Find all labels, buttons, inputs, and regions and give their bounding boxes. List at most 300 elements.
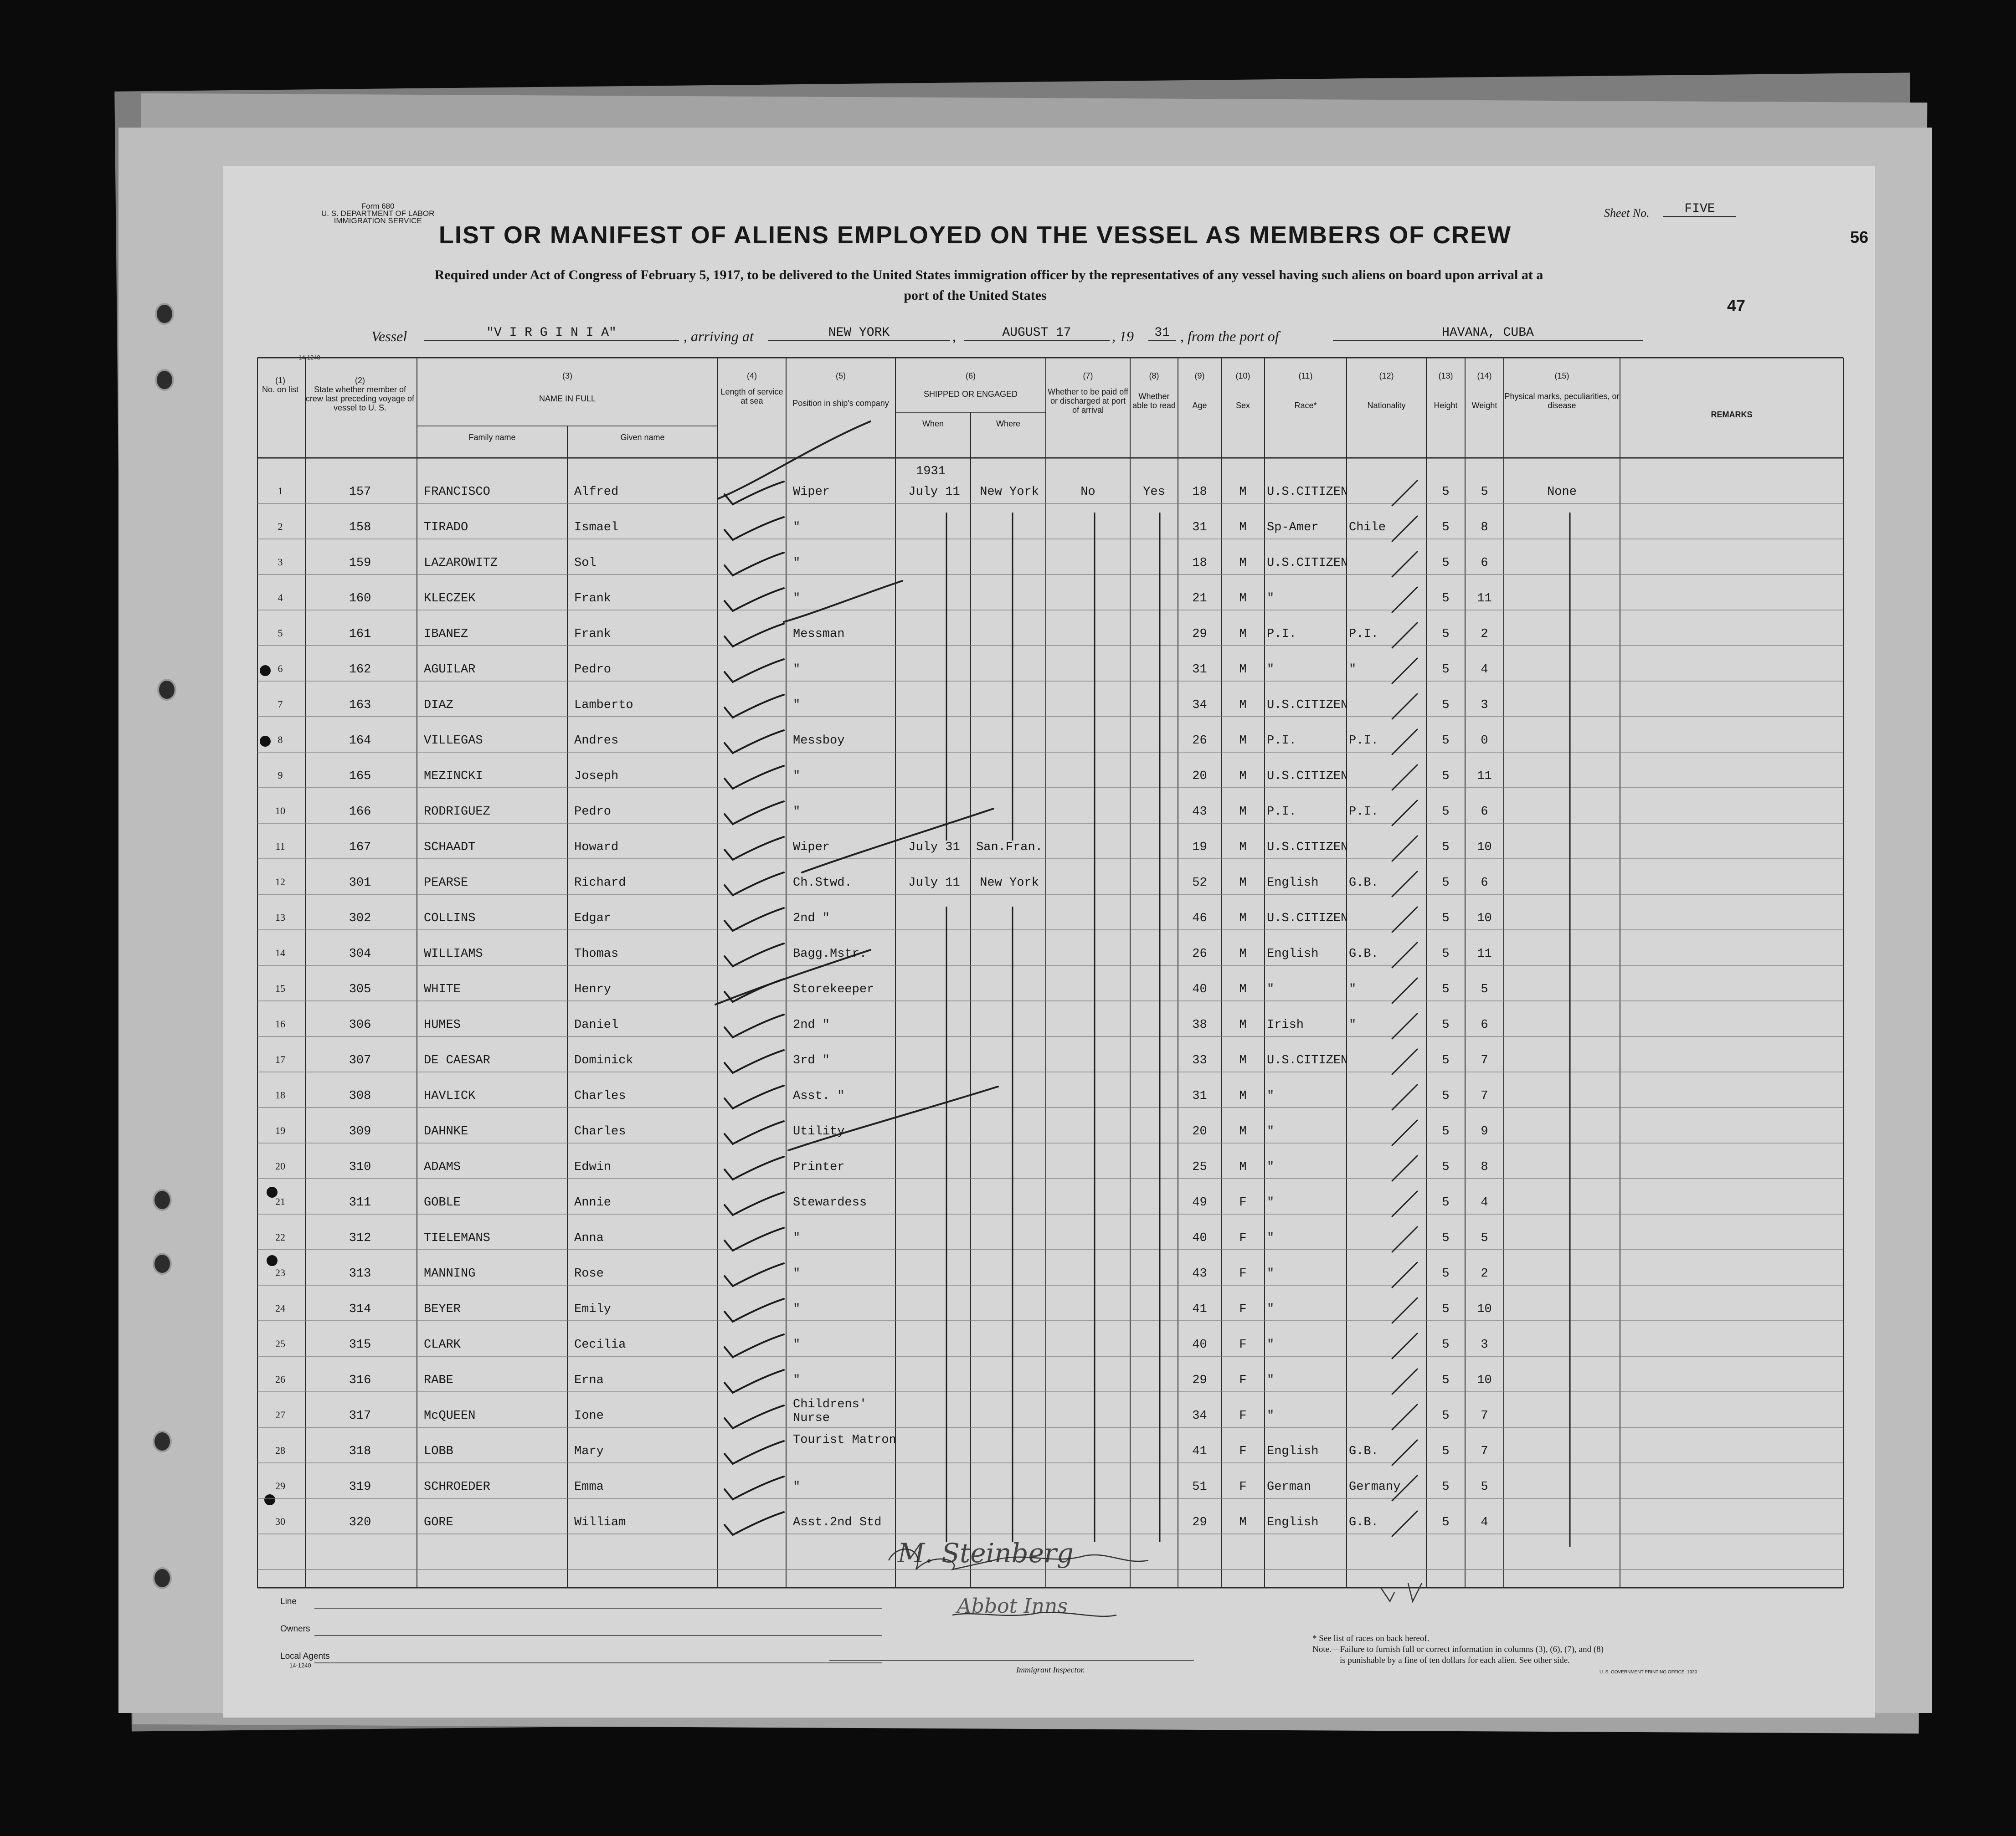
cell-no: 15 (275, 983, 285, 994)
cell-h: 5 (1442, 1231, 1450, 1245)
cell-w: 5 (1481, 485, 1488, 499)
nationality-slash (1392, 1298, 1417, 1323)
cell-pos: Wiper (793, 841, 830, 854)
cell-w: 10 (1477, 841, 1492, 854)
form-number: Form 680 (361, 202, 395, 210)
cell-prev: 318 (349, 1445, 371, 1458)
cell-no: 18 (275, 1089, 285, 1101)
cell-w: 11 (1477, 592, 1492, 605)
cell-family: MANNING (424, 1267, 476, 1281)
cell-race: U.S.CITIZEN (1267, 485, 1348, 499)
cell-no: 7 (278, 698, 283, 710)
cell-pos: Storekeeper (793, 983, 874, 996)
check-mark (725, 1299, 784, 1322)
cell-when: July 11 (908, 485, 960, 499)
cell-race: " (1267, 1303, 1275, 1316)
cell-prev: 313 (349, 1267, 371, 1281)
cell-family: RODRIGUEZ (424, 805, 490, 819)
cell-no: 28 (275, 1445, 285, 1456)
cell-age: 41 (1192, 1303, 1207, 1316)
cell-pos: Ch.Stwd. (793, 876, 852, 890)
footnote: * See list of races on back hereof. Note.—Failure to furnish full or correct information in columns (3), (6), (7), and (8) is punishable by a fine of ten dollars for each alien. See other side. (1312, 1634, 1604, 1665)
cell-h: 5 (1442, 1018, 1450, 1032)
cell-no: 10 (275, 805, 285, 816)
col-9-header: (9) Age (1192, 371, 1207, 410)
col-7-header: (7) Whether to be paid off or discharged at port of arrival (1048, 371, 1128, 415)
cell-given: Sol (574, 556, 597, 570)
cell-no: 22 (275, 1231, 285, 1243)
cell-no: 23 (275, 1267, 285, 1278)
cell-prev: 161 (349, 627, 371, 641)
cell-w: 9 (1481, 1125, 1488, 1139)
cell-no: 8 (278, 734, 283, 745)
cell-w: 6 (1481, 556, 1488, 570)
cell-pos: 2nd " (793, 912, 830, 925)
cell-age: 19 (1192, 841, 1207, 854)
check-mark (725, 1050, 784, 1073)
cell-sex: M (1239, 769, 1247, 783)
cell-no: 5 (278, 627, 283, 639)
cell-pos: " (793, 1480, 801, 1494)
col-15-header: (15) Physical marks, peculiarities, or disease (1504, 371, 1620, 410)
cell-given: Joseph (574, 769, 619, 783)
cell-given: Richard (574, 876, 626, 890)
cell-prev: 160 (349, 592, 371, 605)
cell-given: Howard (574, 841, 619, 854)
cell-given: Emma (574, 1480, 604, 1494)
cell-race: " (1267, 1338, 1275, 1352)
cell-family: LOBB (424, 1445, 453, 1458)
cell-no: 21 (275, 1196, 285, 1207)
cell-race: " (1267, 1231, 1275, 1245)
nationality-slash (1392, 1227, 1417, 1252)
cell-prev: 311 (349, 1196, 371, 1210)
cell-given: Daniel (574, 1018, 619, 1032)
cell-race: " (1267, 1196, 1275, 1210)
page-number-47: 47 (1727, 296, 1746, 315)
cell-h: 5 (1442, 983, 1450, 996)
cell-sex: M (1239, 627, 1247, 641)
cell-w: 3 (1481, 698, 1488, 712)
cell-age: 40 (1192, 1338, 1207, 1352)
cell-race: Irish (1267, 1018, 1304, 1032)
cell-family: RABE (424, 1374, 453, 1387)
cell-nat: " (1349, 1018, 1357, 1032)
cell-w: 7 (1481, 1409, 1488, 1423)
cell-h: 5 (1442, 663, 1450, 677)
cell-given: Pedro (574, 663, 612, 677)
departure-port: HAVANA, CUBA (1333, 326, 1643, 341)
cell-prev: 307 (349, 1054, 371, 1067)
second-signature: Abbot Inns (957, 1595, 1068, 1618)
cell-pos: " (793, 1231, 801, 1245)
cell-race: U.S.CITIZEN (1267, 912, 1348, 925)
cell-w: 7 (1481, 1054, 1488, 1067)
sheet-number: FIVE (1663, 202, 1736, 217)
cell-prev: 302 (349, 912, 371, 925)
cell-sex: F (1239, 1231, 1247, 1245)
cell-sex: M (1239, 876, 1247, 890)
check-mark (725, 517, 784, 540)
subtitle-line-2: port of the United States (904, 288, 1047, 303)
cell-prev: 165 (349, 769, 371, 783)
cell-prev: 305 (349, 983, 371, 996)
cell-race: Sp-Amer (1267, 521, 1319, 534)
nationality-slash (1392, 1049, 1417, 1074)
check-mark (725, 1370, 784, 1393)
cell-read: Yes (1143, 485, 1165, 499)
cell-sex: M (1239, 556, 1247, 570)
binder-hole (153, 1567, 172, 1589)
cell-given: Lamberto (574, 698, 633, 712)
cell-no: 17 (275, 1054, 285, 1065)
col-5-header: (5) Position in ship's company (792, 371, 889, 408)
cell-nat: Germany (1349, 1480, 1401, 1494)
cell-pos: Asst. " (793, 1089, 845, 1103)
cell-age: 40 (1192, 983, 1207, 996)
form-code: 14-1240 (298, 354, 320, 361)
cell-no: 20 (275, 1160, 285, 1172)
inspector-label: Immigrant Inspector. (1016, 1665, 1085, 1674)
cell-prev: 304 (349, 947, 371, 961)
cell-given: Frank (574, 627, 612, 641)
cell-h: 5 (1442, 1374, 1450, 1387)
cell-no: 19 (275, 1125, 285, 1136)
vessel-label: Vessel (371, 328, 407, 344)
cell-given: Thomas (574, 947, 619, 961)
cell-w: 5 (1481, 983, 1488, 996)
cell-w: 6 (1481, 805, 1488, 819)
cell-sex: M (1239, 485, 1247, 499)
cell-h: 5 (1442, 1409, 1450, 1423)
col-14-header: (14) Weight (1471, 371, 1497, 410)
cell-no: 1 (278, 485, 283, 497)
cell-given: Ismael (574, 521, 619, 534)
col-13-header: (13) Height (1434, 371, 1458, 410)
cell-prev: 159 (349, 556, 371, 570)
cell-w: 3 (1481, 1338, 1488, 1352)
nationality-slash (1392, 1405, 1417, 1430)
cell-family: CLARK (424, 1338, 461, 1352)
cell-w: 7 (1481, 1445, 1488, 1458)
cell-given: Dominick (574, 1054, 633, 1067)
cell-race: " (1267, 1267, 1275, 1281)
cell-prev: 316 (349, 1374, 371, 1387)
cell-nat: P.I. (1349, 805, 1378, 819)
cell-age: 20 (1192, 1125, 1207, 1139)
check-mark (725, 1192, 784, 1215)
cell-age: 52 (1192, 876, 1207, 890)
check-mark (725, 908, 784, 931)
arrival-port: NEW YORK (768, 326, 950, 341)
cell-given: William (574, 1516, 626, 1529)
cell-family: WHITE (424, 983, 461, 996)
cell-race: P.I. (1267, 805, 1296, 819)
cell-race: " (1267, 592, 1275, 605)
nationality-slash (1392, 694, 1417, 719)
cell-age: 26 (1192, 734, 1207, 748)
cell-h: 5 (1442, 1267, 1450, 1281)
cell-sex: M (1239, 1125, 1247, 1139)
cell-nat: G.B. (1349, 947, 1378, 961)
agents-code: 14-1240 (289, 1662, 311, 1669)
cell-h: 5 (1442, 876, 1450, 890)
cell-paid: No (1080, 485, 1095, 499)
cell-sex: M (1239, 698, 1247, 712)
cell-family: HUMES (424, 1018, 461, 1032)
cell-race: " (1267, 1409, 1275, 1423)
line-label: Line (280, 1597, 297, 1606)
cell-prev: 314 (349, 1303, 371, 1316)
vessel-name: "V I R G I N I A" (424, 326, 679, 341)
cell-h: 5 (1442, 1160, 1450, 1174)
check-mark (725, 1157, 784, 1180)
check-mark (725, 588, 784, 611)
cell-no: 6 (278, 663, 283, 674)
cell-prev: 317 (349, 1409, 371, 1423)
cell-sex: M (1239, 592, 1247, 605)
cell-age: 34 (1192, 1409, 1207, 1423)
cell-h: 5 (1442, 805, 1450, 819)
cell-age: 20 (1192, 769, 1207, 783)
cell-sex: M (1239, 1089, 1247, 1103)
cell-race: English (1267, 1516, 1319, 1529)
cell-given: Alfred (574, 485, 619, 499)
cell-pos: " (793, 1303, 801, 1316)
nationality-slash (1392, 481, 1417, 506)
cell-sex: M (1239, 983, 1247, 996)
cell-family: GOBLE (424, 1196, 461, 1210)
cell-no: 30 (275, 1516, 285, 1527)
cell-w: 6 (1481, 1018, 1488, 1032)
service-name: IMMIGRATION SERVICE (334, 216, 422, 225)
cell-given: Rose (574, 1267, 604, 1281)
cell-race: " (1267, 663, 1275, 677)
cell-race: English (1267, 1445, 1319, 1458)
check-mark (725, 1441, 784, 1464)
cell-sex: M (1239, 1054, 1247, 1067)
check-mark (725, 872, 784, 895)
cell-race: U.S.CITIZEN (1267, 769, 1348, 783)
cell-pos: Wiper (793, 485, 830, 499)
inspector-signature: M. Steinberg (898, 1538, 1074, 1569)
cell-race: English (1267, 947, 1319, 961)
cell-nat: G.B. (1349, 1445, 1378, 1458)
cell-prev: 306 (349, 1018, 371, 1032)
cell-age: 49 (1192, 1196, 1207, 1210)
cell-h: 5 (1442, 1089, 1450, 1103)
cell-age: 43 (1192, 1267, 1207, 1281)
cell-h: 5 (1442, 1125, 1450, 1139)
cell-pos: Messboy (793, 734, 845, 748)
nationality-slash (1392, 907, 1417, 932)
cell-nat: G.B. (1349, 1516, 1378, 1529)
nationality-slash (1392, 765, 1417, 790)
cell-sex: F (1239, 1445, 1247, 1458)
cell-marks: None (1547, 485, 1577, 499)
cell-sex: M (1239, 912, 1247, 925)
binder-hole (153, 1189, 172, 1211)
cell-sex: F (1239, 1338, 1247, 1352)
cell-pos: 2nd " (793, 1018, 830, 1032)
check-mark (725, 1334, 784, 1357)
cell-given: Andres (574, 734, 619, 748)
cell-w: 11 (1477, 947, 1492, 961)
cell-nat: " (1349, 983, 1357, 996)
cell-prev: 301 (349, 876, 371, 890)
cell-sex: M (1239, 734, 1247, 748)
cell-h: 5 (1442, 485, 1450, 499)
cell-no: 13 (275, 912, 285, 923)
cell-family: IBANEZ (424, 627, 468, 641)
cell-sex: F (1239, 1409, 1247, 1423)
cell-no: 12 (275, 876, 285, 887)
cell-w: 10 (1477, 1374, 1492, 1387)
cell-h: 5 (1442, 592, 1450, 605)
cell-given: Emily (574, 1303, 612, 1316)
cell-h: 5 (1442, 912, 1450, 925)
cell-nat: G.B. (1349, 876, 1378, 890)
cell-pos: Printer (793, 1160, 845, 1174)
cell-age: 31 (1192, 663, 1207, 677)
cell-no: 25 (275, 1338, 285, 1349)
cell-no: 3 (278, 556, 283, 568)
cell-age: 18 (1192, 485, 1207, 499)
cell-h: 5 (1442, 698, 1450, 712)
col-8-header: (8) Whether able to read (1132, 371, 1176, 410)
cell-when: July 31 (908, 841, 960, 854)
cell-no: 9 (278, 769, 283, 781)
check-mark (725, 1477, 784, 1499)
cell-pos: " (793, 592, 801, 605)
cell-h: 5 (1442, 769, 1450, 783)
cell-h: 5 (1442, 1338, 1450, 1352)
cell-w: 8 (1481, 521, 1488, 534)
cell-family: HAVLICK (424, 1089, 476, 1103)
check-mark (725, 1086, 784, 1108)
cell-nat: P.I. (1349, 734, 1378, 748)
cell-given: Annie (574, 1196, 612, 1210)
cell-sex: M (1239, 1160, 1247, 1174)
nationality-slash (1392, 552, 1417, 577)
cell-family: GORE (424, 1516, 453, 1529)
cell-pos: " (793, 556, 801, 570)
cell-pos: 3rd " (793, 1054, 830, 1067)
cell-pos: " (793, 521, 801, 534)
check-mark (725, 553, 784, 575)
binder-hole (155, 369, 174, 391)
cell-age: 25 (1192, 1160, 1207, 1174)
cell-prev: 308 (349, 1089, 371, 1103)
check-mark (725, 659, 784, 682)
nationality-slash (1392, 1120, 1417, 1145)
cell-prev: 163 (349, 698, 371, 712)
cell-age: 18 (1192, 556, 1207, 570)
cell-pos: Asst.2nd Std (793, 1516, 882, 1529)
cell-age: 29 (1192, 627, 1207, 641)
cell-prev: 320 (349, 1516, 371, 1529)
cell-age: 38 (1192, 1018, 1207, 1032)
cell-sex: M (1239, 521, 1247, 534)
cell-w: 4 (1481, 663, 1488, 677)
cell-race: U.S.CITIZEN (1267, 841, 1348, 854)
check-mark (725, 1228, 784, 1251)
manifest-page: Form 680 U. S. DEPARTMENT OF LABOR IMMIGRATION SERVICE Sheet No. FIVE 56 47 LIST OR MANIFEST OF ALIENS EMPLOYED ON THE VESSEL AS MEMBERS OF CREW Required under Act of Congress of February 5, 1917, to be delivered to the United States immigration officer by the representatives of any vessel having such aliens on board upon arrival at a port of the United States Vessel "V I R G I N I A" , arriving at NEW YORK , AUGUST 17 , 19 31 , from the port of HAVANA, CUBA 14-1240 (1) No. on list (2) State whether member of crew last preceding voyage of vessel to U. S. (3) NAME IN FULL Family name Given name (4) Length of service at sea (5) Position in ship's company (6) SHIPPED OR ENGAGED When Where (7) Whether to be paid off or discharged at port of arrival (8) Whether able to read (9) Age (10) Sex (11) Race* (12) Nationality (13) Height (14) Weight (15) Physical marks, peculiarities, or disease REMARKS 1931 1 157 FRANCISCO Alfred Wiper July 11 New York No Yes 18 M U.S.CITIZEN 5 5 None 2 158 TIRADO Ismael " 31 M Sp-Amer Chile 5 8 3 159 LAZAROWITZ Sol " 18 M U.S.CITIZEN 5 6 4 160 KLECZEK Frank " 21 M " 5 11 5 161 IBANEZ Frank Messman 29 M P.I. P.I. 5 2 6 162 AGUILAR Pedro " 31 M " " 5 4 7 163 DIAZ Lamberto " 34 M U.S.CITIZEN 5 3 8 164 VILLEGAS Andres Messboy 26 M P.I. P.I. 5 0 9 165 MEZINCKI Joseph " 20 M U.S.CITIZEN 5 11 10 166 RODRIGUEZ Pedro " 43 M P.I. P.I. 5 6 11 167 SCHAADT Howard Wiper July 31 San.Fran. 19 M U.S.CITIZEN 5 10 12 301 PEARSE Richard Ch.Stwd. July 11 New York 52 M English G.B. 5 6 13 302 COLLINS Edgar 2nd " 46 M U.S.CITIZEN 5 10 14 304 WILLIAMS Thomas Bagg.Mstr. 26 M English G.B. 5 11 15 305 WHITE Henry Storekeeper 40 M " " 5 5 16 306 HUMES Daniel 2nd " 38 M Irish " 5 6 17 307 DE CAESAR Dominick 3rd " 33 M U.S.CITIZEN 5 7 18 308 HAVLICK Charles Asst. " 31 M " 5 7 19 309 DAHNKE Charles Utility 20 M " 5 9 20 310 ADAMS Edwin Printer 25 M " 5 8 21 311 GOBLE Annie Stewardess 49 F " 5 4 22 312 TIELEMANS Anna " 40 F " 5 5 23 313 MANNING Rose " 43 F " 5 2 24 314 BEYER Emily " 41 F " 5 10 25 315 CLARK Cecilia " 40 F " 5 3 26 316 RABE Erna " 29 F " 5 10 27 317 McQUEEN Ione Childrens' Nurse 34 F " 5 7 28 318 LOBB Mary Tourist Matron 41 F English G.B. 5 7 29 319 SCHROEDER Emma " 51 F German Germany 5 5 30 320 GORE William Asst.2nd Std 29 M English G.B. 5 4 Line Owners Local Agents 14-1240 Immigrant Inspector. M. Steinberg Abbot Inns * See list of races on back hereof. Note.—Failure to furnish full or correct information in columns (3), (6), (7), and (8) is punishable by a fine of ten dollars for each alien. See other side. U. S. GOVERNMENT PRINTING OFFICE: 1930 (223, 166, 1875, 1718)
cell-w: 5 (1481, 1231, 1488, 1245)
nationality-slash (1392, 1369, 1417, 1394)
cell-sex: F (1239, 1196, 1247, 1210)
check-mark (725, 1121, 784, 1144)
cell-h: 5 (1442, 734, 1450, 748)
cell-h: 5 (1442, 1196, 1450, 1210)
check-mark (725, 801, 784, 824)
cell-sex: F (1239, 1480, 1247, 1494)
cell-no: 29 (275, 1480, 285, 1492)
cell-sex: M (1239, 1018, 1247, 1032)
cell-w: 7 (1481, 1089, 1488, 1103)
cell-pos: " (793, 805, 801, 819)
cell-family: TIELEMANS (424, 1231, 490, 1245)
cell-nat: Chile (1349, 521, 1386, 534)
cell-age: 21 (1192, 592, 1207, 605)
cell-family: SCHROEDER (424, 1480, 490, 1494)
cell-age: 29 (1192, 1516, 1207, 1529)
cell-h: 5 (1442, 627, 1450, 641)
cell-family: WILLIAMS (424, 947, 483, 961)
cell-race: P.I. (1267, 734, 1296, 748)
cell-no: 4 (278, 592, 283, 603)
cell-w: 10 (1477, 912, 1492, 925)
col-3a-header: Family name (468, 433, 516, 442)
cell-h: 5 (1442, 947, 1450, 961)
cell-race: " (1267, 1089, 1275, 1103)
cell-age: 33 (1192, 1054, 1207, 1067)
cell-race: " (1267, 1160, 1275, 1174)
cell-family: DE CAESAR (424, 1054, 490, 1067)
cell-w: 8 (1481, 1160, 1488, 1174)
cell-sex: F (1239, 1374, 1247, 1387)
check-mark (725, 766, 784, 789)
cell-race: German (1267, 1480, 1311, 1494)
cell-h: 5 (1442, 1445, 1450, 1458)
cell-sex: M (1239, 841, 1247, 854)
arrival-year: 31 (1148, 326, 1176, 341)
cell-given: Edgar (574, 912, 612, 925)
check-mark (725, 944, 784, 966)
cell-h: 5 (1442, 841, 1450, 854)
cell-age: 51 (1192, 1480, 1207, 1494)
cell-prev: 312 (349, 1231, 371, 1245)
cell-age: 34 (1192, 698, 1207, 712)
cell-given: Edwin (574, 1160, 612, 1174)
cell-nat: " (1349, 663, 1357, 677)
cell-family: VILLEGAS (424, 734, 483, 748)
cell-sex: F (1239, 1303, 1247, 1316)
cell-w: 4 (1481, 1196, 1488, 1210)
cell-family: DIAZ (424, 698, 453, 712)
cell-age: 46 (1192, 912, 1207, 925)
cell-race: " (1267, 1125, 1275, 1139)
cell-w: 2 (1481, 1267, 1488, 1281)
cell-pos: " (793, 769, 801, 783)
local-agents-label: Local Agents (280, 1651, 330, 1661)
cell-sex: M (1239, 805, 1247, 819)
cell-prev: 158 (349, 521, 371, 534)
cell-w: 6 (1481, 876, 1488, 890)
cell-race: U.S.CITIZEN (1267, 556, 1348, 570)
col-6-header: (6) SHIPPED OR ENGAGED (923, 371, 1018, 399)
cell-given: Mary (574, 1445, 604, 1458)
